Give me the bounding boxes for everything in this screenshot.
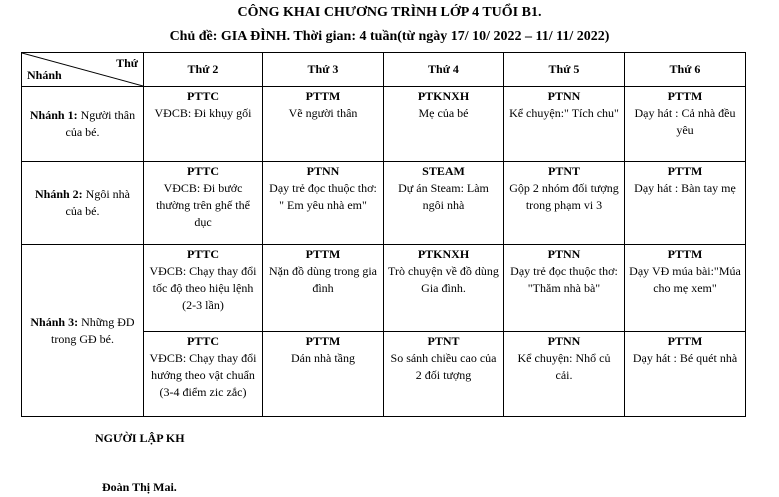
activity-text: VĐCB: Đi bước thường trên ghế thể dục (156, 181, 250, 229)
table-row (22, 87, 746, 162)
activity-cell (384, 87, 504, 162)
activity-text: Dạy hát : Cả nhà đều yêu (634, 106, 736, 137)
activity-text: VĐCB: Chạy thay đổi hướng theo vật chuẩn (3-4 điểm zic zắc) (149, 351, 257, 399)
activity-category: PTKNXH (417, 247, 470, 261)
activity-category: PTNT (427, 334, 460, 348)
activity-text: VĐCB: Đi khụy gối (154, 106, 252, 120)
signature-role: NGƯỜI LẬP KH (95, 431, 185, 445)
activity-cell (384, 245, 504, 332)
table-row (22, 162, 746, 245)
activity-text: Dạy VĐ múa bài:"Múa cho mẹ xem" (629, 264, 741, 295)
signature-name: Đoàn Thị Mai. (102, 480, 177, 494)
document-subtitle: Chủ đề: GIA ĐÌNH. Thời gian: 4 tuần(từ ngày 17/ 10/ 2022 – 11/ 11/ 2022) (169, 29, 610, 44)
activity-text: Kể chuyện: Nhổ củ cải. (517, 351, 611, 382)
activity-category: PTKNXH (417, 89, 470, 103)
activity-category: PTTM (305, 334, 341, 348)
corner-day-label: Thứ (116, 56, 138, 70)
activity-category: PTTC (186, 334, 219, 348)
activity-text: Dạy hát : Bé quét nhà (632, 351, 738, 365)
table-row (22, 245, 746, 332)
day-header: Thứ 3 (263, 53, 384, 87)
activity-text: Gộp 2 nhóm đối tượng trong phạm vi 3 (509, 181, 619, 212)
activity-cell (263, 332, 384, 417)
branch-name: Người thân của bé. (65, 108, 136, 139)
activity-cell (144, 87, 263, 162)
activity-text: VĐCB: Chạy thay đổi tốc độ theo hiệu lệnh (2-3 lần) (149, 264, 257, 312)
activity-category: PTTM (667, 89, 703, 103)
day-header: Thứ 5 (504, 53, 625, 87)
activity-cell (384, 162, 504, 245)
activity-category: PTTM (667, 334, 703, 348)
activity-category: PTTM (667, 164, 703, 178)
activity-category: PTNN (547, 89, 581, 103)
activity-text: Kể chuyện:" Tích chu" (509, 106, 619, 120)
activity-cell (504, 87, 625, 162)
activity-text: Trò chuyện về đồ dùng Gia đình. (388, 264, 499, 295)
activity-text: Dán nhà tầng (291, 351, 355, 365)
corner-branch-label: Nhánh (27, 68, 62, 82)
branch-cell (22, 245, 144, 417)
activity-cell (625, 162, 746, 245)
activity-cell (263, 245, 384, 332)
branch-label: Nhánh 2: (34, 187, 83, 201)
activity-cell (384, 332, 504, 417)
activity-text: Mẹ của bé (418, 106, 469, 120)
activity-text: Dạy trẻ đọc thuộc thơ: " Em yêu nhà em" (269, 181, 377, 212)
activity-cell (144, 162, 263, 245)
branch-cell (22, 87, 144, 162)
header-row (22, 53, 746, 87)
branch-label: Nhánh 1: (29, 108, 78, 122)
activity-text: Vẽ người thân (288, 106, 358, 120)
activity-cell (504, 245, 625, 332)
schedule-table (21, 52, 746, 417)
activity-cell (625, 87, 746, 162)
day-header: Thứ 4 (384, 53, 504, 87)
day-header: Thứ 2 (144, 53, 263, 87)
activity-category: PTNT (547, 164, 580, 178)
activity-cell (144, 332, 263, 417)
activity-category: PTTC (186, 247, 219, 261)
activity-cell (263, 162, 384, 245)
corner-header (22, 53, 144, 87)
document-title: CÔNG KHAI CHƯƠNG TRÌNH LỚP 4 TUỔI B1. (237, 5, 542, 20)
branch-cell (22, 162, 144, 245)
activity-category: PTNN (547, 247, 581, 261)
activity-text: So sánh chiều cao của 2 đối tượng (390, 351, 497, 382)
activity-cell (625, 332, 746, 417)
day-header: Thứ 6 (625, 53, 746, 87)
activity-category: PTNN (306, 164, 340, 178)
branch-label: Nhánh 3: (30, 314, 79, 329)
activity-cell (263, 87, 384, 162)
activity-text: Dạy trẻ đọc thuộc thơ: "Thăm nhà bà" (510, 264, 618, 295)
activity-category: STEAM (422, 164, 465, 178)
activity-category: PTNN (547, 334, 581, 348)
activity-category: PTTC (186, 164, 219, 178)
activity-category: PTTM (667, 247, 703, 261)
activity-cell (504, 332, 625, 417)
branch-name: Những ĐD trong GĐ bé. (51, 314, 135, 346)
branch-name: Ngôi nhà của bé. (65, 187, 130, 218)
activity-text: Nặn đồ dùng trong gia đình (269, 264, 377, 295)
activity-text: Dạy hát : Bàn tay mẹ (634, 181, 736, 195)
activity-cell (504, 162, 625, 245)
activity-cell (625, 245, 746, 332)
activity-cell (144, 245, 263, 332)
activity-category: PTTC (186, 89, 219, 103)
activity-category: PTTM (305, 247, 341, 261)
activity-text: Dự án Steam: Làm ngôi nhà (398, 181, 489, 212)
activity-category: PTTM (305, 89, 341, 103)
